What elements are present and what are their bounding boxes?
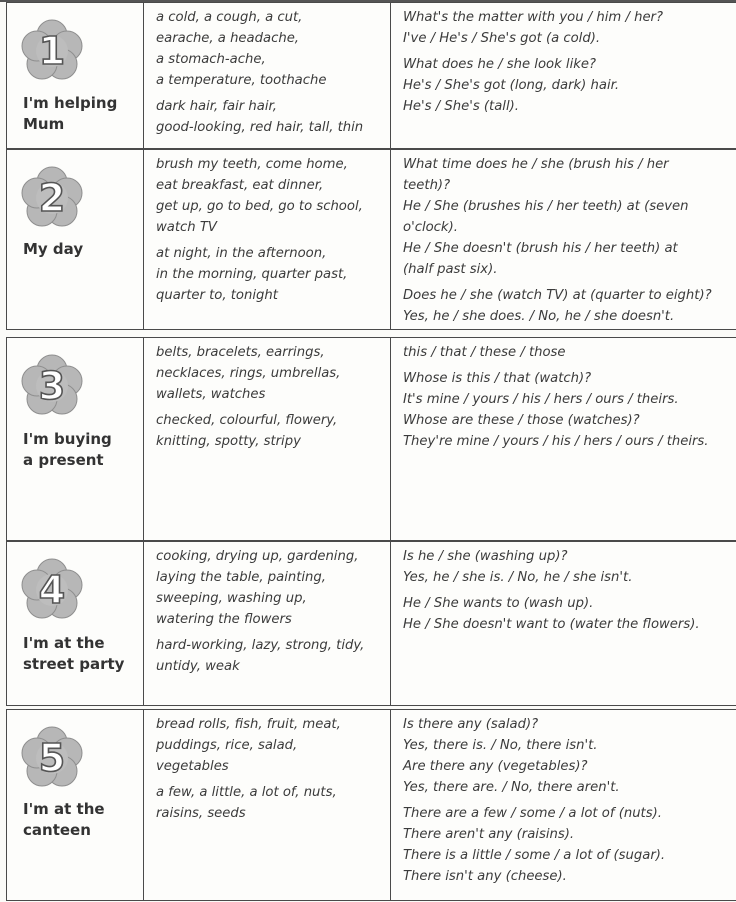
text-line: cooking, drying up, gardening,	[156, 549, 359, 564]
text-line: What's the matter with you / him / her?	[403, 10, 663, 25]
text-line: Does he / she (watch TV) at (quarter to eight)?	[403, 288, 712, 303]
text-line: What does he / she look like?	[403, 57, 596, 72]
text-line: raisins, seeds	[156, 806, 246, 821]
text-line: brush my teeth, come home,	[156, 157, 348, 172]
vocabulary-cell	[143, 3, 390, 148]
unit-number: 4	[38, 568, 66, 612]
text-line: He's / She's (tall).	[403, 99, 519, 114]
text-line: knitting, spotty, stripy	[156, 434, 301, 449]
text-line: vegetables	[156, 759, 229, 774]
unit-label-cell	[7, 3, 143, 148]
text-line: Yes, there are. / No, there aren't.	[403, 780, 620, 795]
unit-title-line: I'm at the	[23, 634, 105, 652]
text-line: get up, go to bed, go to school,	[156, 199, 363, 214]
text-line: wallets, watches	[156, 387, 266, 402]
text-line: (half past six).	[403, 262, 498, 277]
unit-number: 2	[38, 176, 66, 220]
unit-row-5	[6, 709, 736, 901]
unit-row-3	[6, 337, 736, 541]
unit-number: 3	[38, 364, 66, 408]
unit-title-line: canteen	[23, 821, 91, 839]
text-line: There are a few / some / a lot of (nuts).	[403, 806, 662, 821]
vocabulary-cell	[143, 150, 390, 329]
vocabulary-cell	[143, 710, 390, 900]
vocabulary-group	[156, 7, 390, 91]
text-line: There aren't any (raisins).	[403, 827, 575, 842]
unit-title-line: I'm helping	[23, 94, 118, 112]
text-line: at night, in the afternoon,	[156, 246, 327, 261]
vocabulary-group	[156, 96, 390, 138]
text-line: this / that / these / those	[403, 345, 566, 360]
text-line: Whose is this / that (watch)?	[403, 371, 592, 386]
unit-row-2	[6, 149, 736, 330]
unit-title	[23, 633, 124, 675]
unit-label-cell	[7, 710, 143, 900]
vocabulary-cell	[143, 542, 390, 705]
text-line: Are there any (vegetables)?	[403, 759, 588, 774]
unit-label-cell	[7, 338, 143, 540]
text-line: watering the flowers	[156, 612, 292, 627]
text-line: earache, a headache,	[156, 31, 299, 46]
text-line: belts, bracelets, earrings,	[156, 345, 325, 360]
structures-group	[403, 368, 736, 452]
text-line: He's / She's got (long, dark) hair.	[403, 78, 620, 93]
unit-number-flower-icon	[20, 19, 84, 83]
vocabulary-group	[156, 635, 390, 677]
text-line: o'clock).	[403, 220, 458, 235]
structures-cell	[390, 3, 736, 148]
unit-label-cell	[7, 542, 143, 705]
text-line: untidy, weak	[156, 659, 240, 674]
text-line: What time does he / she (brush his / her	[403, 157, 669, 172]
text-line: sweeping, washing up,	[156, 591, 307, 606]
text-line: Is there any (salad)?	[403, 717, 539, 732]
unit-number-flower-icon	[20, 166, 84, 230]
structures-group	[403, 714, 736, 798]
unit-row-4	[6, 541, 736, 706]
structures-cell	[390, 150, 736, 329]
text-line: There is a little / some / a lot of (sugar).	[403, 848, 666, 863]
text-line: He / She doesn't want to (water the flowers).	[403, 617, 700, 632]
structures-group	[403, 154, 736, 280]
text-line: Yes, there is. / No, there isn't.	[403, 738, 598, 753]
vocabulary-group	[156, 782, 390, 824]
unit-title-line: I'm at the	[23, 800, 105, 818]
structures-group	[403, 342, 736, 363]
text-line: laying the table, painting,	[156, 570, 326, 585]
unit-title-line: I'm buying	[23, 430, 112, 448]
unit-title	[23, 239, 83, 260]
structures-group	[403, 285, 736, 327]
text-line: eat breakfast, eat dinner,	[156, 178, 324, 193]
structures-cell	[390, 542, 736, 705]
text-line: in the morning, quarter past,	[156, 267, 348, 282]
unit-number-flower-icon	[20, 558, 84, 622]
unit-title	[23, 799, 105, 841]
text-line: a few, a little, a lot of, nuts,	[156, 785, 337, 800]
text-line: I've / He's / She's got (a cold).	[403, 31, 601, 46]
vocabulary-group	[156, 546, 390, 630]
unit-title-line: Mum	[23, 115, 65, 133]
text-line: Yes, he / she does. / No, he / she doesn't.	[403, 309, 675, 324]
text-line: Is he / she (washing up)?	[403, 549, 568, 564]
text-line: He / She wants to (wash up).	[403, 596, 594, 611]
vocabulary-group	[156, 243, 390, 306]
structures-group	[403, 54, 736, 117]
unit-number-flower-icon	[20, 354, 84, 418]
vocabulary-group	[156, 154, 390, 238]
structures-cell	[390, 338, 736, 540]
structures-group	[403, 546, 736, 588]
unit-title-line: street party	[23, 655, 125, 673]
unit-number-flower-icon	[20, 726, 84, 790]
unit-title-line: a present	[23, 451, 104, 469]
text-line: bread rolls, fish, fruit, meat,	[156, 717, 341, 732]
text-line: dark hair, fair hair,	[156, 99, 277, 114]
unit-row-1	[6, 2, 736, 149]
vocabulary-cell	[143, 338, 390, 540]
unit-label-cell	[7, 150, 143, 329]
text-line: good-looking, red hair, tall, thin	[156, 120, 364, 135]
text-line: a cold, a cough, a cut,	[156, 10, 303, 25]
text-line: puddings, rice, salad,	[156, 738, 298, 753]
text-line: a temperature, toothache	[156, 73, 327, 88]
unit-number: 5	[38, 736, 66, 780]
text-line: Whose are these / those (watches)?	[403, 413, 640, 428]
text-line: It's mine / yours / his / hers / ours / theirs.	[403, 392, 679, 407]
text-line: Yes, he / she is. / No, he / she isn't.	[403, 570, 633, 585]
text-line: quarter to, tonight	[156, 288, 278, 303]
structures-group	[403, 7, 736, 49]
text-line: necklaces, rings, umbrellas,	[156, 366, 341, 381]
text-line: hard-working, lazy, strong, tidy,	[156, 638, 365, 653]
structures-cell	[390, 710, 736, 900]
text-line: There isn't any (cheese).	[403, 869, 567, 884]
text-line: He / She doesn't (brush his / her teeth) at	[403, 241, 678, 256]
text-line: He / She (brushes his / her teeth) at (seven	[403, 199, 689, 214]
vocabulary-group	[156, 714, 390, 777]
vocabulary-group	[156, 410, 390, 452]
vocabulary-group	[156, 342, 390, 405]
unit-title	[23, 429, 112, 471]
unit-number: 1	[38, 29, 66, 73]
text-line: a stomach-ache,	[156, 52, 266, 67]
text-line: watch TV	[156, 220, 217, 235]
unit-title	[23, 93, 117, 135]
text-line: checked, colourful, flowery,	[156, 413, 338, 428]
unit-title-line: My day	[23, 240, 84, 258]
text-line: teeth)?	[403, 178, 451, 193]
text-line: They're mine / yours / his / hers / ours / theirs.	[403, 434, 709, 449]
structures-group	[403, 593, 736, 635]
structures-group	[403, 803, 736, 887]
